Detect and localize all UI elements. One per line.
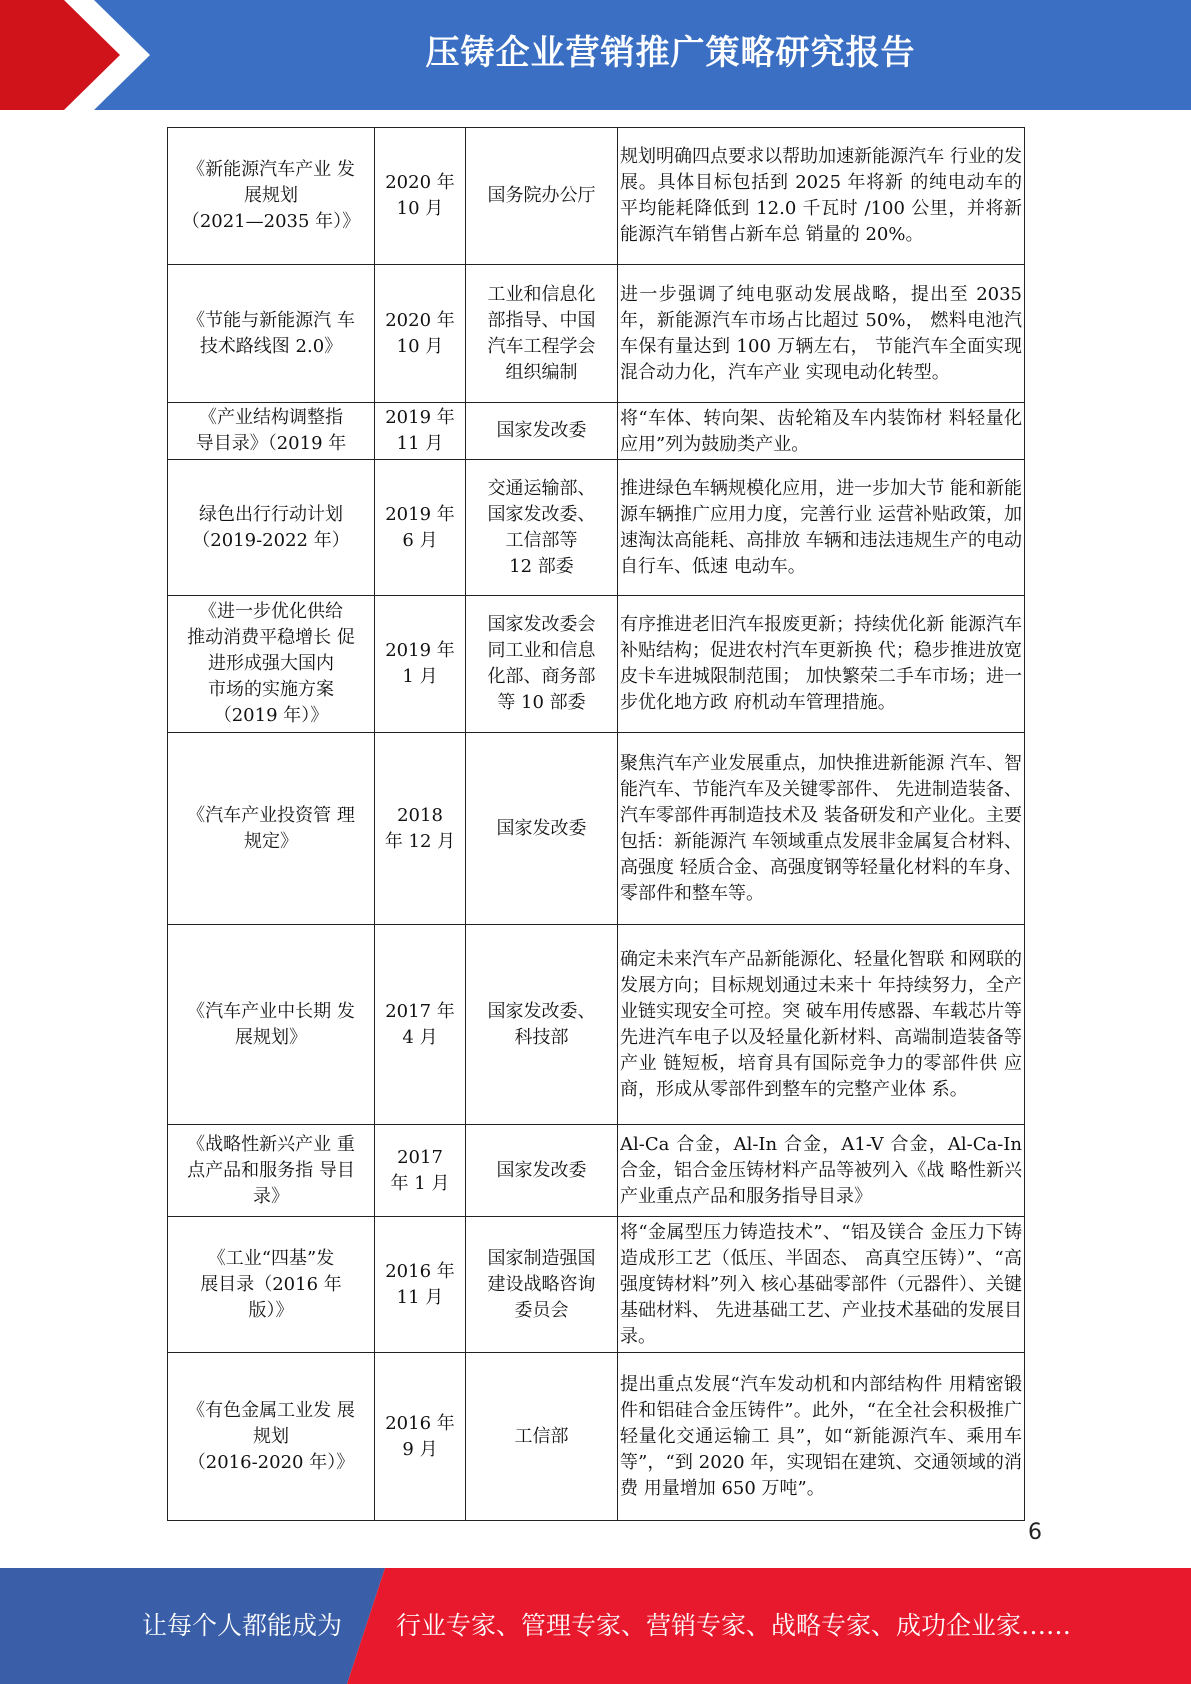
policy-name-cell	[168, 1217, 375, 1353]
policy-issuer-cell	[466, 1125, 618, 1217]
policy-date-cell	[375, 733, 466, 925]
policy-name-cell	[168, 1125, 375, 1217]
policy-name-cell-line: 市场的实施方案	[208, 679, 334, 700]
policy-name-cell-line: 《进一步优化供给	[199, 601, 343, 622]
policy-content-cell	[618, 1353, 1025, 1521]
policy-issuer-cell-line: 等 10 部委	[497, 692, 586, 713]
policy-issuer-cell-line: 交通运输部、	[487, 477, 596, 499]
policy-issuer-cell-line: 汽车工程学会	[487, 335, 596, 357]
policy-content-cell	[618, 403, 1025, 460]
table-row	[168, 403, 1025, 460]
policy-issuer-cell-line: 国家发改委会	[487, 614, 596, 635]
policy-date-cell-line: 2017	[397, 1146, 443, 1168]
policy-date-cell	[375, 596, 466, 733]
policy-name-cell-line: 《节能与新能源汽 车	[187, 309, 355, 331]
policy-content-text: 将“金属型压力铸造技术”、“铝及镁合 金压力下铸造成形工艺（低压、半固态、 高真空压铸）”、“高强度铸材料”列入 核心基础零部件（元器件）、关键基础材料、 先进基础工艺、产业技术基础的发展目录。	[620, 1221, 1022, 1347]
policy-date-cell-line: 6 月	[402, 529, 438, 551]
page-number: 6	[1028, 1520, 1042, 1545]
policy-issuer-cell	[466, 596, 618, 733]
policy-date-cell	[375, 1217, 466, 1353]
policy-date-cell-line: 2019 年	[385, 640, 455, 661]
table-row	[168, 265, 1025, 403]
policy-date-cell	[375, 128, 466, 265]
policy-issuer-cell-line: 工业和信息化	[487, 283, 596, 305]
policy-content-text: 将“车体、转向架、齿轮箱及车内装饰材 料轻量化应用”列为鼓励类产业。	[620, 407, 1022, 455]
policy-issuer-cell-line: 12 部委	[509, 555, 574, 577]
policy-issuer-cell	[466, 403, 618, 460]
policy-name-cell	[168, 733, 375, 925]
policy-name-cell	[168, 128, 375, 265]
policy-content-cell	[618, 733, 1025, 925]
table-row	[168, 460, 1025, 596]
footer-slogan-left: 让每个人都能成为	[142, 1611, 343, 1640]
policy-content-text: 确定未来汽车产品新能源化、轻量化智联 和网联的发展方向；目标规划通过未来十 年持续努力，全产业链实现安全可控。突 破车用传感器、车载芯片等先进汽车电子以及轻量化新材料、高端制造装备等产业 链短板，培育具有国际竞争力的零部件供 应商，形成从零部件到整车的完整产业体 系。	[620, 948, 1022, 1100]
policy-issuer-cell	[466, 265, 618, 403]
policy-issuer-cell-line: 国家发改委	[496, 420, 587, 441]
policy-issuer-cell	[466, 733, 618, 925]
policy-issuer-cell-line: 工信部等	[505, 529, 578, 551]
policy-name-cell	[168, 403, 375, 460]
policy-date-cell-line: 2017 年	[385, 1000, 455, 1022]
table-row	[168, 925, 1025, 1125]
table-row	[168, 733, 1025, 925]
policy-date-cell	[375, 265, 466, 403]
report-title: 压铸企业营销推广策略研究报告	[425, 33, 916, 73]
policy-content-text: 进一步强调了纯电驱动发展战略，提出至 2035 年，新能源汽车市场占比超过 50%， 燃料电池汽车保有量达到 100 万辆左右， 节能汽车全面实现混合动力化，汽车产业 实现电动化转型。	[620, 283, 1022, 383]
policy-name-cell-line: 版）》	[248, 1299, 294, 1321]
policy-name-cell	[168, 596, 375, 733]
policy-name-cell-line: 推动消费平稳增长 促	[187, 627, 355, 648]
policy-date-cell-line: 1 月	[402, 666, 438, 687]
policy-date-cell-line: 2020 年	[385, 172, 455, 193]
policy-date-cell	[375, 925, 466, 1125]
policy-issuer-cell	[466, 925, 618, 1125]
policy-date-cell-line: 2016 年	[385, 1260, 455, 1282]
policy-content-cell	[618, 1217, 1025, 1353]
policy-date-cell-line: 10 月	[396, 198, 444, 219]
policy-date-cell-line: 2019 年	[385, 407, 455, 428]
policy-issuer-cell-line: 国务院办公厅	[487, 185, 596, 206]
policy-name-cell	[168, 265, 375, 403]
policy-issuer-cell-line: 化部、商务部	[487, 666, 596, 687]
policy-name-cell-line: 规划	[253, 1425, 289, 1447]
policy-date-cell	[375, 403, 466, 460]
policy-name-cell-line: 点产品和服务指 导目	[187, 1159, 355, 1181]
policy-issuer-cell	[466, 128, 618, 265]
policy-name-cell-line: （2019 年）》	[213, 705, 329, 726]
policy-issuer-cell-line: 国家发改委	[496, 817, 587, 839]
policy-content-cell	[618, 1125, 1025, 1217]
table-row	[168, 1125, 1025, 1217]
footer-slogan-right: 行业专家、管理专家、营销专家、战略专家、成功企业家……	[396, 1611, 1072, 1640]
policy-content-text: Al-Ca 合金，Al-In 合金，A1-V 合金，Al-Ca-In 合金，铝合金压铸材料产品等被列入《战 略性新兴产业重点产品和服务指导目录》	[620, 1133, 1022, 1207]
table-row	[168, 596, 1025, 733]
policy-issuer-cell-line: 国家发改委、	[487, 503, 596, 525]
policy-date-cell-line: 年 1 月	[390, 1172, 450, 1194]
policy-content-text: 推进绿色车辆规模化应用，进一步加大节 能和新能源车辆推广应用力度，完善行业 运营补贴政策，加速淘汰高能耗、高排放 车辆和违法违规生产的电动自行车、低速 电动车。	[620, 477, 1022, 577]
policy-issuer-cell-line: 国家制造强国	[487, 1247, 596, 1269]
policy-date-cell-line: 2016 年	[385, 1412, 455, 1434]
policy-name-cell	[168, 460, 375, 596]
policy-date-cell-line: 11 月	[396, 1286, 444, 1308]
policy-issuer-cell	[466, 1217, 618, 1353]
policy-name-cell-line: 绿色出行行动计划	[199, 503, 343, 525]
policy-date-cell	[375, 1125, 466, 1217]
policy-content-cell	[618, 460, 1025, 596]
policy-name-cell-line: 《汽车产业投资管 理	[187, 804, 355, 826]
policy-date-cell-line: 9 月	[402, 1438, 438, 1460]
policy-table	[167, 127, 1025, 1521]
policy-content-text: 提出重点发展“汽车发动机和内部结构件 用精密锻件和铝硅合金压铸件”。此外，“在全社会积极推广轻量化交通运输工 具”，如“新能源汽车、乘用车等”，“到 2020 年，实现铝在建筑、交通领域的消费 用量增加 650 万吨”。	[620, 1373, 1022, 1499]
policy-issuer-cell-line: 部指导、中国	[487, 309, 596, 331]
policy-date-cell-line: 4 月	[402, 1026, 438, 1048]
policy-issuer-cell-line: 国家发改委	[496, 1159, 587, 1181]
policy-issuer-cell	[466, 460, 618, 596]
policy-name-cell	[168, 1353, 375, 1521]
policy-name-cell-line: 导目录》（2019 年	[195, 433, 347, 454]
policy-content-cell	[618, 596, 1025, 733]
policy-name-cell-line: 进形成强大国内	[208, 653, 334, 674]
policy-name-cell-line: （2021—2035 年）》	[181, 211, 361, 232]
page-footer	[0, 1568, 1191, 1684]
policy-name-cell-line: 技术路线图 2.0》	[199, 335, 343, 357]
policy-date-cell-line: 年 12 月	[384, 830, 456, 852]
table-row	[168, 128, 1025, 265]
table-row	[168, 1217, 1025, 1353]
policy-name-cell-line: 《有色金属工业发 展	[187, 1399, 355, 1421]
policy-content-cell	[618, 128, 1025, 265]
policy-content-text: 聚焦汽车产业发展重点，加快推进新能源 汽车、智能汽车、节能汽车及关键零部件、 先进制造装备、汽车零部件再制造技术及 装备研发和产业化。主要包括：新能源汽 车领域重点发展非金属复合材料、高强度 轻质合金、高强度钢等轻量化材料的车身、 零部件和整车等。	[620, 752, 1022, 904]
policy-name-cell-line: 展目录（2016 年	[200, 1273, 342, 1295]
policy-issuer-cell-line: 组织编制	[505, 361, 578, 383]
policy-issuer-cell-line: 国家发改委、	[487, 1000, 596, 1022]
policy-issuer-cell	[466, 1353, 618, 1521]
policy-date-cell-line: 2018	[397, 804, 443, 826]
policy-name-cell-line: （2019-2022 年）	[192, 529, 350, 551]
policy-name-cell-line: 展规划》	[235, 1026, 307, 1048]
policy-issuer-cell-line: 科技部	[514, 1026, 569, 1048]
policy-date-cell	[375, 1353, 466, 1521]
page-header	[0, 0, 1191, 110]
policy-issuer-cell-line: 工信部	[514, 1425, 569, 1447]
policy-name-cell-line: 《汽车产业中长期 发	[187, 1000, 355, 1022]
policy-name-cell-line: 规定》	[244, 830, 298, 852]
policy-content-text: 有序推进老旧汽车报废更新；持续优化新 能源汽车补贴结构；促进农村汽车更新换 代；稳步推进放宽皮卡车进城限制范围； 加快繁荣二手车市场；进一步优化地方政 府机动车管理措施。	[620, 614, 1022, 713]
policy-name-cell-line: 《新能源汽车产业 发	[187, 159, 355, 180]
policy-name-cell-line: 《战略性新兴产业 重	[187, 1133, 355, 1155]
policy-date-cell-line: 2020 年	[385, 309, 455, 331]
policy-date-cell	[375, 460, 466, 596]
header-arrow-decoration	[0, 0, 160, 110]
policy-date-cell-line: 10 月	[396, 335, 444, 357]
policy-date-cell-line: 11 月	[396, 433, 444, 454]
policy-content-text: 规划明确四点要求以帮助加速新能源汽车 行业的发展。具体目标包括到 2025 年将新 的纯电动车的平均能耗降低到 12.0 千瓦时 /100 公里，并将新能源汽车销售占新车总 销量的 20%。	[620, 146, 1022, 245]
policy-date-cell-line: 2019 年	[385, 503, 455, 525]
table-row	[168, 1353, 1025, 1521]
policy-content-cell	[618, 265, 1025, 403]
policy-name-cell-line: 展规划	[244, 185, 298, 206]
policy-content-cell	[618, 925, 1025, 1125]
policy-name-cell-line: 《工业“四基”发	[207, 1247, 335, 1269]
policy-name-cell-line: 录》	[253, 1185, 289, 1207]
policy-name-cell-line: 《产业结构调整指	[199, 407, 343, 428]
policy-name-cell-line: （2016-2020 年）》	[187, 1451, 355, 1473]
policy-issuer-cell-line: 同工业和信息	[487, 640, 596, 661]
policy-issuer-cell-line: 委员会	[514, 1299, 569, 1321]
policy-issuer-cell-line: 建设战略咨询	[487, 1273, 596, 1295]
policy-name-cell	[168, 925, 375, 1125]
